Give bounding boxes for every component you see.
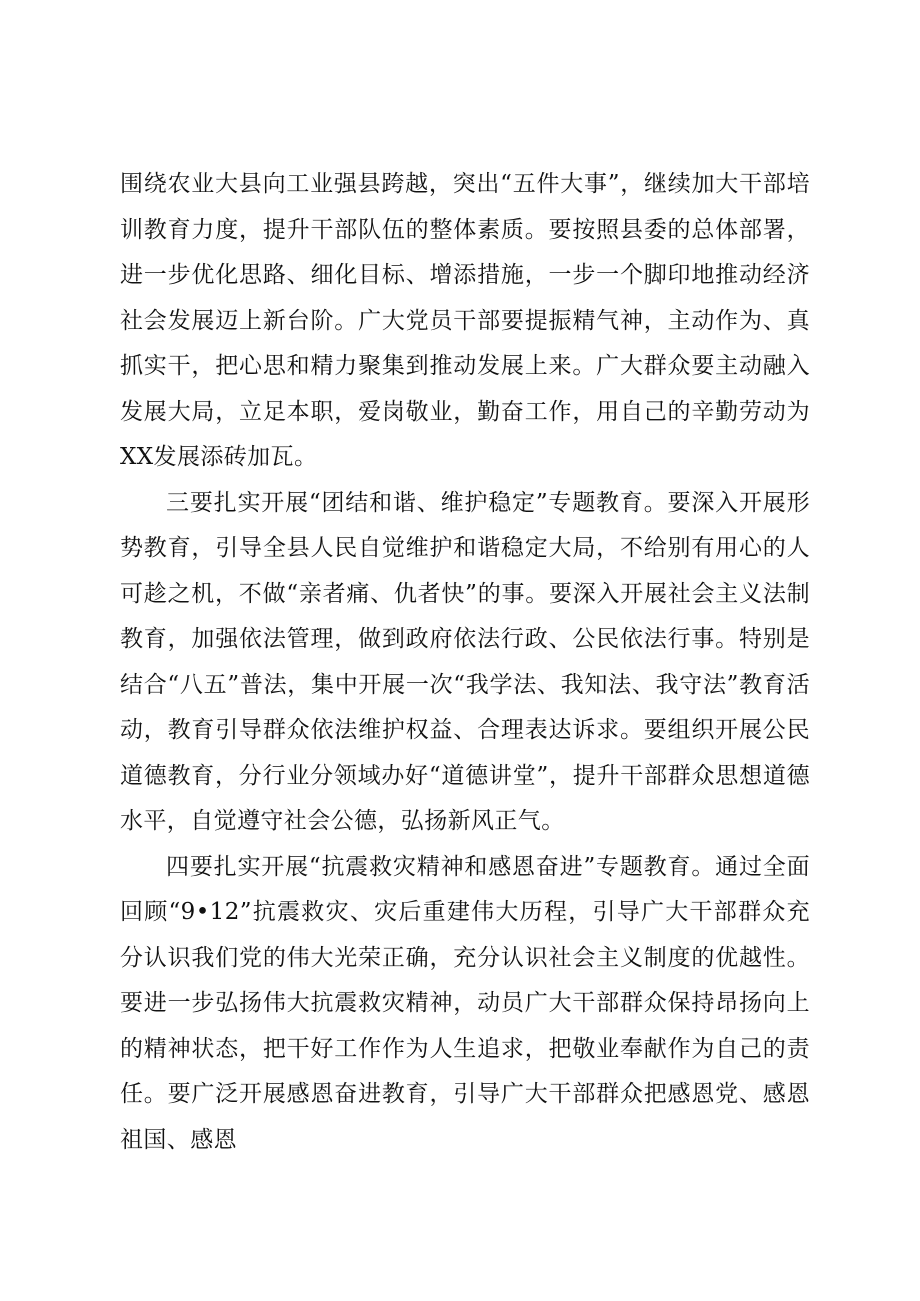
paragraph-continued: 围绕农业大县向工业强县跨越，突出“五件大事”，继续加大干部培训教育力度，提升干部队伍的整体素质。要按照县委的总体部署，进一步优化思路、细化目标、增添措施，一步一个脚印地推动经济社会发展迈上新台阶。广大党员干部要提振精气神，主动作为、真抓实干，把心思和精力聚集到推动发展上来。广大群众要主动融入发展大局，立足本职，爱岗敬业，勤奋工作，用自己的辛勤劳动为XX发展添砖加瓦。: [120, 171, 810, 470]
paragraph-three: 三要扎实开展“团结和谐、维护稳定”专题教育。要深入开展形势教育，引导全县人民自觉维护和谐稳定大局，不给别有用心的人可趁之机，不做“亲者痛、仇者快”的事。要深入开展社会主义法制教育，加强依法管理，做到政府依法行政、公民依法行事。特别是结合“八五”普法，集中开展一次“我学法、我知法、我守法”教育活动，教育引导群众依法维护权益、合理表达诉求。要组织开展公民道德教育，分行业分领域办好“道德讲堂”，提升干部群众思想道德水平，自觉遵守社会公德，弘扬新风正气。: [120, 489, 810, 834]
paragraph-four: 四要扎实开展“抗震救灾精神和感恩奋进”专题教育。通过全面回顾“9•12”抗震救灾、灾后重建伟大历程，引导广大干部群众充分认识我们党的伟大光荣正确，充分认识社会主义制度的优越性。要进一步弘扬伟大抗震救灾精神，动员广大干部群众保持昂扬向上的精神状态，把干好工作作为人生追求，把敬业奉献作为自己的责任。要广泛开展感恩奋进教育，引导广大干部群众把感恩党、感恩祖国、感恩: [120, 853, 810, 1153]
document-body: [120, 162, 810, 1163]
